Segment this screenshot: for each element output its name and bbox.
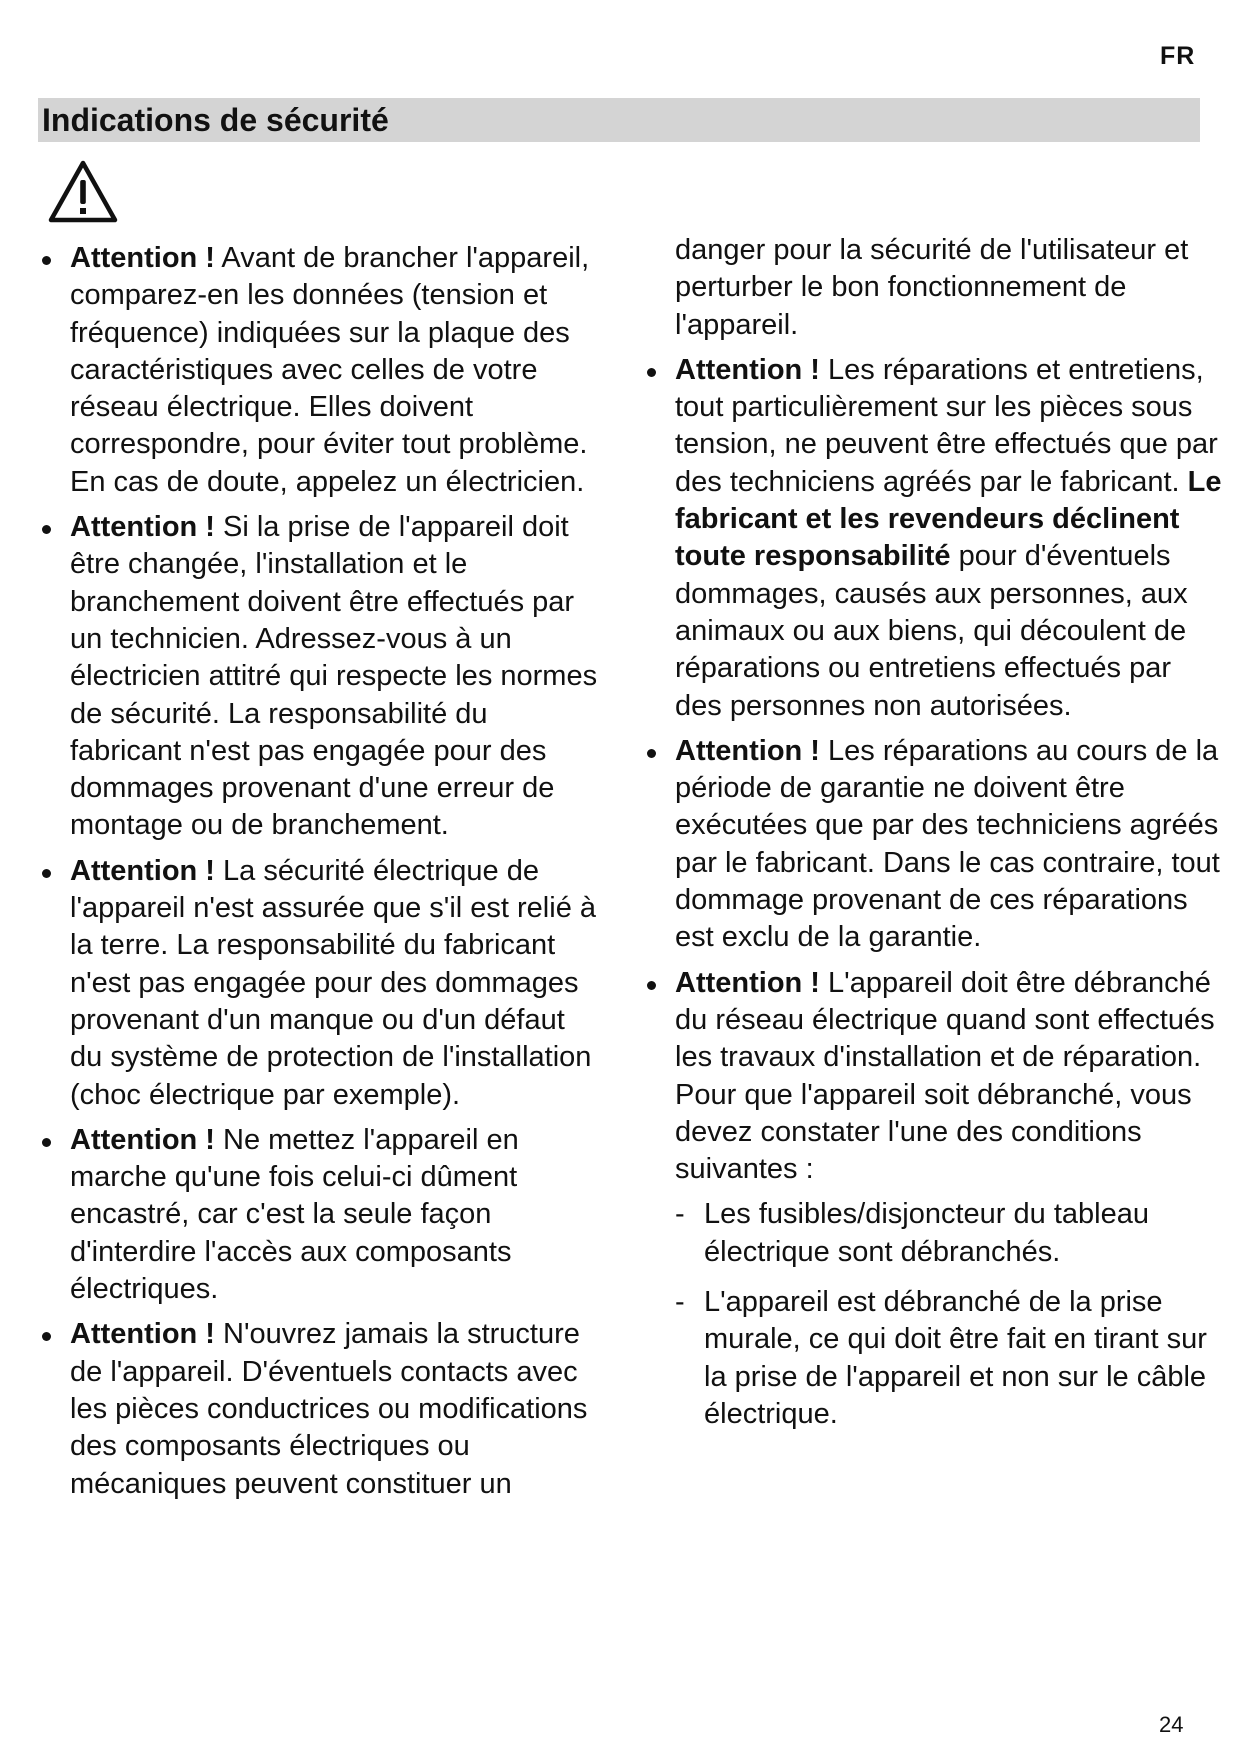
list-item [38,509,598,845]
attention-label: Attention ! [70,511,215,544]
list-item [643,965,1223,1189]
bullet [42,525,51,534]
dash-marker: - [675,1286,685,1319]
right-column [643,232,1223,1446]
continued-text: danger pour la sécurité de l'utilisateur et perturber le bon fonctionnement de l'appareil. [675,234,1189,341]
item-text: Les réparations au cours de la période de garantie ne doivent être exécutées que par des techniciens agréés par le fabricant. Dans le cas contraire, tout dommage provenant de ces réparations est exclu de la garantie. [675,734,1220,954]
list-item [38,240,598,501]
bullet [647,368,656,377]
item-text-continued: pour d'éventuels dommages, causés aux personnes, aux animaux ou aux biens, qui découlent de réparations ou entretiens effectués par des personnes non autorisées. [675,540,1188,722]
list-item [38,1122,598,1308]
item-text: Si la prise de l'appareil doit être changée, l'installation et le branchement doivent être effectués par un technicien. Adressez-vous à un électricien attitré qui respecte les normes de sécurité. La responsabilité du fabricant n'est pas engagée pour des dommages provenant d'une erreur de montage ou de branchement. [70,511,598,842]
item-text: Les réparations et entretiens, tout particulièrement sur les pièces sous tension, ne peuvent être effectués que par des techniciens agréés par le fabricant. [675,353,1218,498]
left-column [38,240,598,1511]
list-item [643,352,1223,725]
sub-item-text: L'appareil est débranché de la prise murale, ce qui doit être fait en tirant sur la prise de l'appareil et non sur le câble électrique. [704,1286,1207,1430]
bullet [42,1138,51,1147]
attention-label: Attention ! [675,966,820,999]
attention-label: Attention ! [70,242,215,274]
dash-marker: - [675,1198,685,1231]
section-title-bar [38,98,1200,142]
item-text: L'appareil doit être débranché du réseau électrique quand sont effectués les travaux d'installation et de réparation. Pour que l'appareil soit débranché, vous devez constater l'une des conditions suivantes : [675,966,1215,1186]
attention-label: Attention ! [70,854,215,887]
bullet [647,749,656,758]
attention-label: Attention ! [70,1123,215,1156]
list-item [38,1316,598,1502]
bullet [42,256,51,265]
language-code: FR [1160,42,1196,70]
bullet [42,1332,51,1341]
bullet [647,981,656,990]
sub-list-item [643,1284,1223,1433]
sub-list-item [643,1196,1223,1271]
item-text: Ne mettez l'appareil en marche qu'une fois celui-ci dûment encastré, car c'est la seule façon d'interdire l'accès aux composants électriques. [70,1123,519,1306]
list-item [38,853,598,1114]
list-item [643,733,1223,957]
attention-label: Attention ! [675,353,820,386]
item-text: Avant de brancher l'appareil, comparez-en les données (tension et fréquence) indiquées sur la plaque des caractéristiques avec celles de votre réseau électrique. Elles doivent correspondre, pour éviter tout problème. En cas de doute, appelez un électricien. [70,242,590,498]
sub-item-text: Les fusibles/disjoncteur du tableau électrique sont débranchés. [704,1198,1149,1268]
item-text: N'ouvrez jamais la structure de l'appareil. D'éventuels contacts avec les pièces conductrices ou modifications des composants électriques ou mécaniques peuvent constituer un [70,1318,588,1500]
page-number: 24 [1159,1712,1184,1737]
item-text: La sécurité électrique de l'appareil n'est assurée que s'il est relié à la terre. La responsabilité du fabricant n'est pas engagée pour des dommages provenant d'un manque ou d'un défaut du système de protection de l'installation (choc électrique par exemple). [70,854,597,1111]
attention-label: Attention ! [675,734,820,767]
warning-triangle-icon [46,158,120,226]
bold-disclaimer: Le fabricant et les revendeurs déclinent toute responsabilité [675,465,1222,573]
attention-label: Attention ! [70,1318,215,1351]
bullet [42,869,51,878]
page-title: Indications de sécurité [42,102,389,138]
